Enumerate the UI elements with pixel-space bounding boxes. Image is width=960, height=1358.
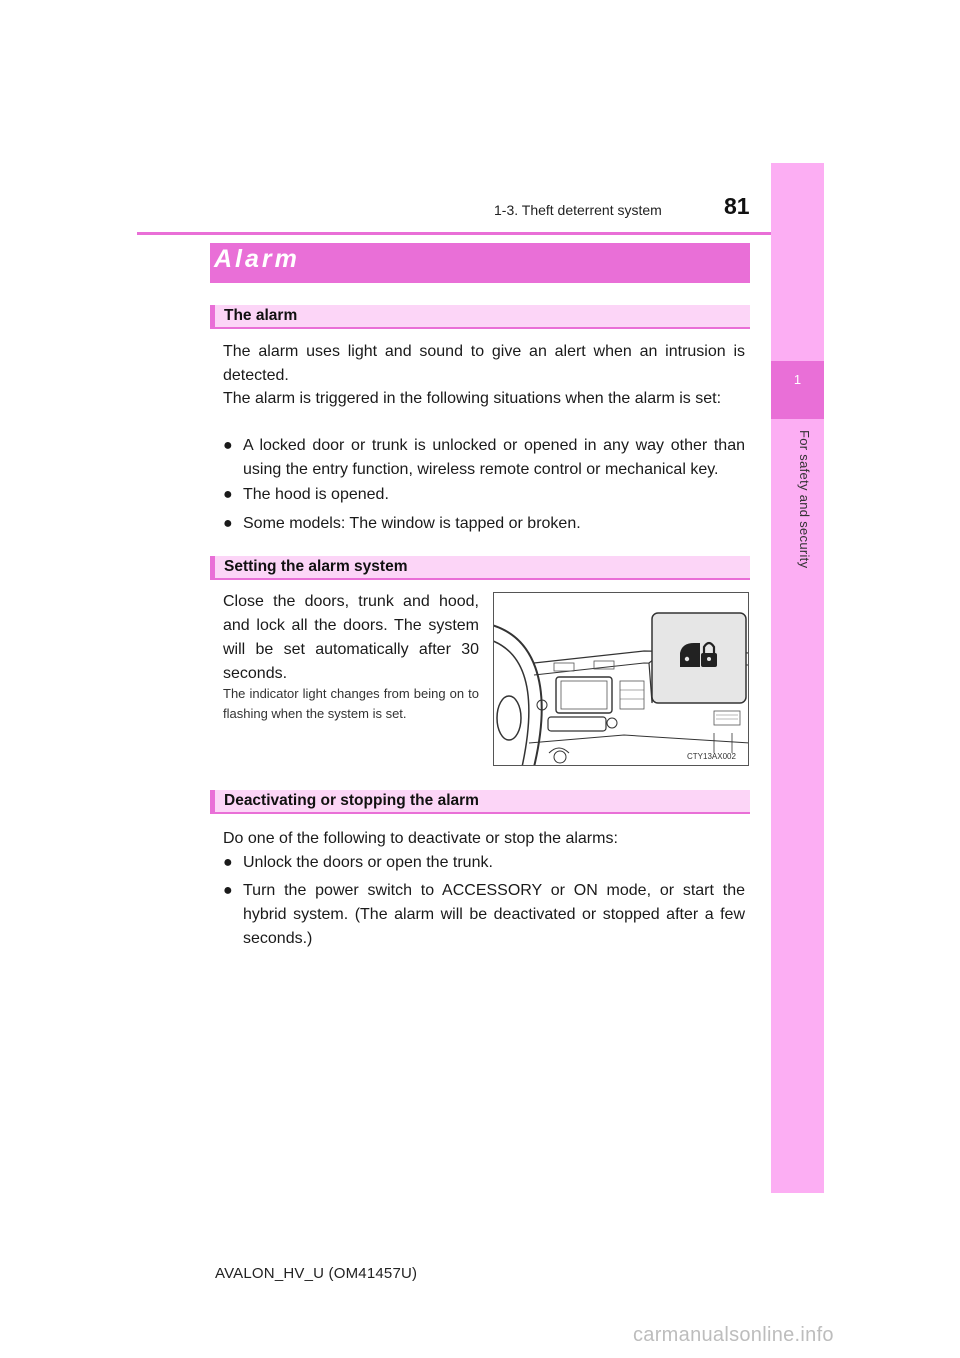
illustration-code: CTY13AX002 — [687, 752, 736, 761]
chapter-title: For safety and security — [797, 430, 812, 569]
watermark: carmanualsonline.info — [633, 1324, 834, 1346]
chapter-tab-marker — [771, 361, 824, 419]
chapter-number: 1 — [793, 372, 802, 387]
section-header-the-alarm — [210, 305, 750, 329]
page-title: Alarm — [214, 245, 300, 273]
setting-note: The indicator light changes from being on to flashing when the system is set. — [223, 686, 479, 721]
list-item-text: A locked door or trunk is unlocked or opened in any way other than using the entry function, wireless remote control or mechanical key. — [243, 437, 745, 478]
deactivating-paragraph: Do one of the following to deactivate or stop the alarms: — [223, 830, 618, 847]
section-header-setting — [210, 556, 750, 580]
bullet-icon: ● — [223, 882, 233, 899]
footer-model-code: AVALON_HV_U (OM41457U) — [215, 1265, 418, 1282]
list-item-text: The hood is opened. — [243, 486, 389, 503]
bullet-icon: ● — [223, 854, 233, 871]
section-heading: Deactivating or stopping the alarm — [224, 792, 479, 809]
section-header-deactivating — [210, 790, 750, 814]
list-item — [223, 851, 745, 875]
dashboard-illustration — [493, 592, 749, 766]
list-item-text: Turn the power switch to ACCESSORY or ON mode, or start the hybrid system. (The alarm will be deactivated or stopped after a few seconds.) — [243, 882, 745, 947]
bullet-icon: ● — [223, 515, 233, 532]
setting-paragraph: Close the doors, trunk and hood, and lock all the doors. The system will be set automatically after 30 seconds. — [223, 593, 479, 682]
bullet-icon: ● — [223, 437, 233, 454]
list-item — [223, 879, 745, 951]
list-item — [223, 434, 745, 482]
header-rule — [137, 232, 823, 235]
list-item — [223, 483, 745, 507]
dashboard-drawing — [494, 593, 749, 766]
alarm-paragraph-2: The alarm is triggered in the following situations when the alarm is set: — [223, 390, 722, 407]
section-heading: The alarm — [224, 307, 298, 324]
running-header: 1-3. Theft deterrent system — [494, 202, 662, 218]
bullet-icon: ● — [223, 486, 233, 503]
section-heading: Setting the alarm system — [224, 558, 408, 575]
list-item-text: Some models: The window is tapped or broken. — [243, 515, 581, 532]
page-number: 81 — [724, 193, 750, 219]
chapter-side-tab — [771, 163, 824, 1193]
list-item — [223, 512, 745, 536]
alarm-paragraph-1: The alarm uses light and sound to give an alert when an intrusion is detected. — [223, 343, 745, 384]
list-item-text: Unlock the doors or open the trunk. — [243, 854, 493, 871]
